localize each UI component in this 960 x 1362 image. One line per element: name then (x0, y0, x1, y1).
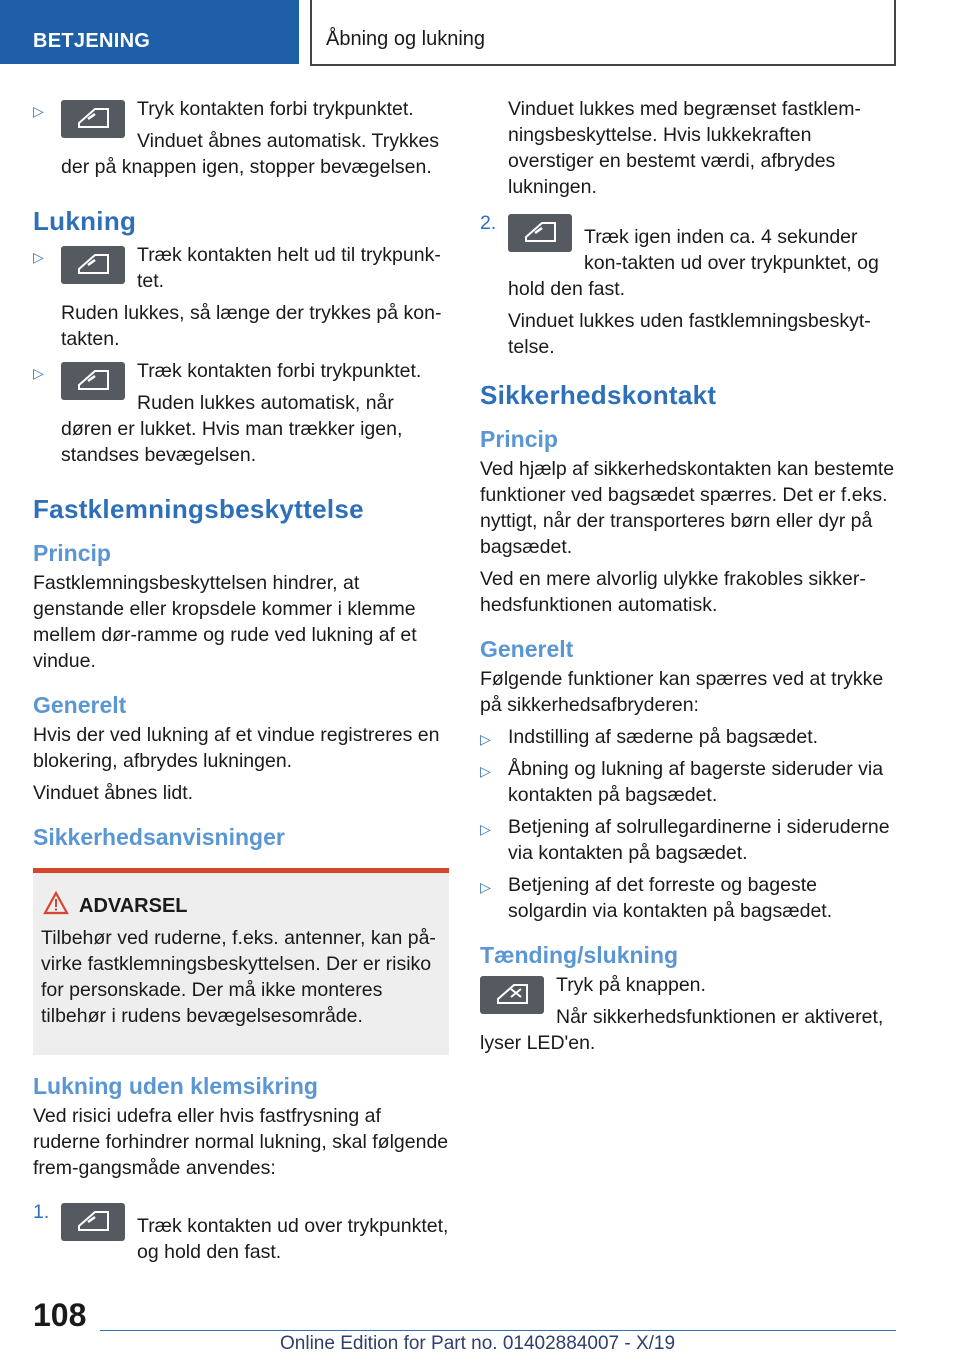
window-switch-icon (61, 100, 125, 138)
step-item (33, 1199, 449, 1271)
section-label: BETJENING (0, 0, 299, 64)
footer-divider (100, 1330, 896, 1331)
chapter-title: Åbning og lukning (310, 0, 896, 66)
list-item (33, 242, 449, 352)
bullet-triangle-icon: ▷ (480, 763, 491, 779)
list-item (33, 358, 449, 474)
heading-lukning: Lukning (33, 206, 137, 236)
list-item (480, 872, 898, 924)
window-switch-icon (61, 1203, 125, 1241)
item-subtext: Vinduet åbnes automatisk. Trykkes der på knappen igen, stopper bevægelsen. (61, 130, 440, 178)
taend-text: Tryk på knappen. (556, 974, 706, 996)
page-header (0, 0, 960, 66)
step-number: 1. (33, 1201, 50, 1223)
list-item (480, 724, 898, 750)
warning-box (33, 868, 449, 1055)
left-column (33, 96, 449, 1277)
heading-sikkerhedskontakt: Sikkerhedskontakt (480, 380, 717, 410)
bullet-text: Indstilling af sæderne på bagsædet. (508, 726, 819, 748)
generelt-text: Følgende funktioner kan spærres ved at trykke på sikkerhedsafbryderen: (480, 668, 884, 716)
item-text: Tryk kontakten forbi trykpunktet. (137, 98, 414, 120)
item-subtext: Ruden lukkes automatisk, når døren er lukket. Hvis man trækker igen, standses bevægelsen. (61, 392, 403, 466)
edition-text: Online Edition for Part no. 01402884007 - X/19 (280, 1333, 676, 1354)
step-subtext: Vinduet lukkes uden fastklemningsbeskyt-telse. (508, 310, 871, 358)
heading-taending-slukning: Tænding/slukning (480, 942, 679, 968)
princip-text: Ved hjælp af sikkerhedskontakten kan bestemte funktioner ved bagsædet spærres. Det er f.eks. nyttigt, når der transporteres børn eller dyr på bagsædet. (480, 458, 895, 558)
list-item (33, 96, 449, 186)
warning-title: ADVARSEL (79, 895, 188, 917)
heading-sikkerhedsanvisninger: Sikkerhedsanvisninger (33, 824, 285, 850)
item-text: Træk kontakten helt ud til trykpunk-tet. (137, 244, 441, 292)
bullet-triangle-icon: ▷ (33, 365, 44, 381)
heading-fastklemning: Fastklemningsbeskyttelse (33, 494, 364, 524)
princip-text: Ved en mere alvorlig ulykke frakobles sikker-hedsfunktionen automatisk. (480, 568, 866, 616)
page-number: 108 (33, 1297, 87, 1333)
list-item (480, 756, 898, 808)
step-continuation: Vinduet lukkes med begrænset fastklem-ningsbeskyttelse. Hvis lukkekraften overstiger en bestemt værdi, afbrydes lukningen. (508, 98, 861, 198)
bullet-triangle-icon: ▷ (33, 249, 44, 265)
step-text: Træk igen inden ca. 4 sekunder kon-takten ud over trykpunktet, og hold den fast. (508, 226, 879, 300)
heading-generelt: Generelt (480, 636, 574, 662)
heading-princip: Princip (480, 426, 558, 452)
item-subtext: Ruden lukkes, så længe der trykkes på kon-takten. (61, 302, 442, 350)
bullet-triangle-icon: ▷ (480, 879, 491, 895)
generelt-text: Vinduet åbnes lidt. (33, 782, 194, 804)
step-item (480, 210, 898, 360)
heading-princip: Princip (33, 540, 111, 566)
bullet-text: Betjening af solrullegardinerne i sideruderne via kontakten på bagsædet. (508, 816, 890, 864)
bullet-triangle-icon: ▷ (480, 731, 491, 747)
step-number: 2. (480, 212, 497, 234)
window-switch-icon (61, 246, 125, 284)
bullet-triangle-icon: ▷ (33, 103, 44, 119)
princip-text: Fastklemningsbeskyttelsen hindrer, at genstande eller kropsdele kommer i klemme mellem dør-ramme og rude ved lukning af et vindue. (33, 572, 417, 672)
bullet-triangle-icon: ▷ (480, 821, 491, 837)
heading-generelt: Generelt (33, 692, 127, 718)
taend-block (480, 972, 898, 1062)
right-column (480, 96, 898, 1062)
warning-triangle-icon (43, 891, 69, 922)
bullet-text: Åbning og lukning af bagerste sideruder via kontakten på bagsædet. (508, 758, 884, 806)
warning-text: Tilbehør ved ruderne, f.eks. antenner, kan på-virke fastklemningsbeskyttelsen. Der er risiko for personskade. Der må ikke monteres tilbehør i rudens bevægelsesområde. (41, 927, 436, 1027)
uden-text: Ved risici udefra eller hvis fastfrysning af ruderne forhindrer normal lukning, skal følgende frem-gangsmåde anvendes: (33, 1105, 449, 1179)
bullet-text: Betjening af det forreste og bageste solgardin via kontakten på bagsædet. (508, 874, 833, 922)
heading-lukning-uden-klemsikring: Lukning uden klemsikring (33, 1073, 318, 1099)
taend-subtext: Når sikkerhedsfunktionen er aktiveret, lyser LED'en. (480, 1006, 884, 1054)
generelt-text: Hvis der ved lukning af et vindue registreres en blokering, afbrydes lukningen. (33, 724, 440, 772)
window-switch-icon (61, 362, 125, 400)
item-text: Træk kontakten forbi trykpunktet. (137, 360, 422, 382)
list-item (480, 814, 898, 866)
step-text: Træk kontakten ud over trykpunktet, og hold den fast. (137, 1215, 449, 1263)
window-switch-icon (508, 214, 572, 252)
child-lock-switch-icon (480, 976, 544, 1014)
